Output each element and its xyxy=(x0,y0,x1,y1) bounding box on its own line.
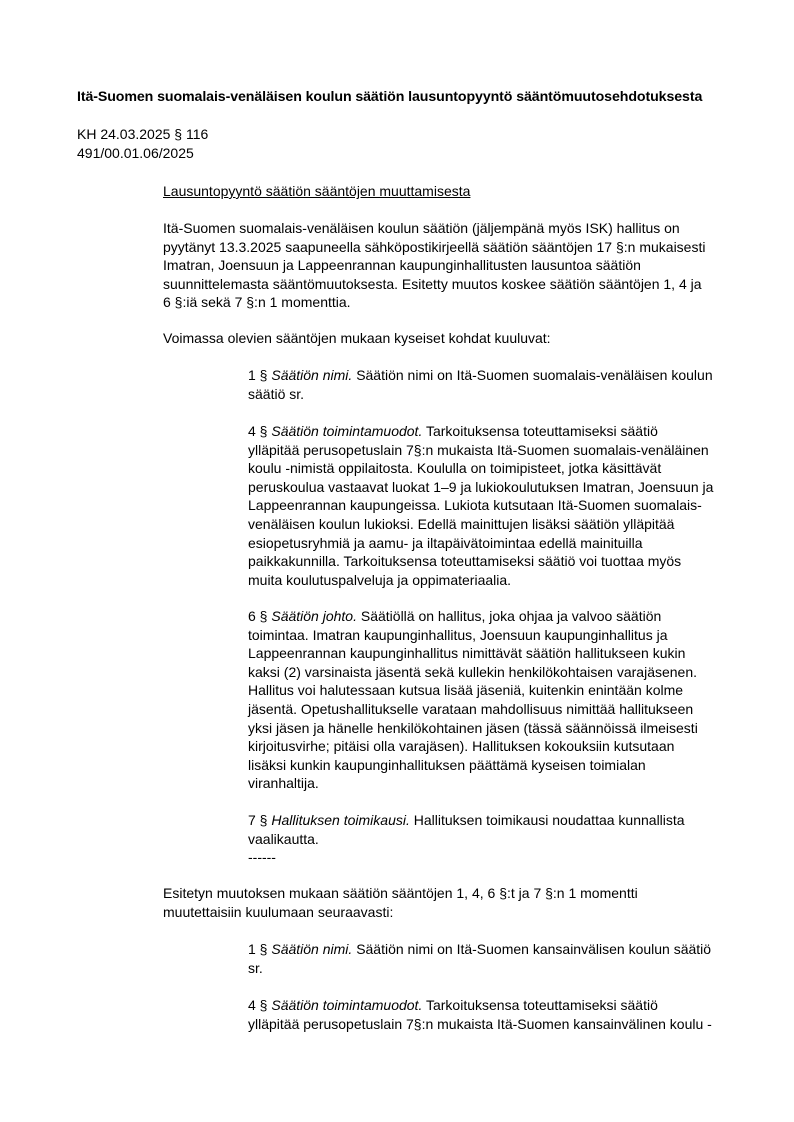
rule-number: 4 § xyxy=(248,423,268,439)
rule-text: kirjoitusvirhe; pitäisi olla varajäsen). Hallituksen kokouksiin kutsutaan xyxy=(248,738,675,755)
rule-text: esiopetusryhmiä ja aamu- ja iltapäivätoimintaa edellä mainituilla xyxy=(248,534,643,551)
rule-number: 1 § xyxy=(248,367,268,383)
rule-title: Säätiön nimi. xyxy=(271,367,353,383)
case-number: 491/00.01.06/2025 xyxy=(77,144,194,161)
rule-title: Säätiön johto. xyxy=(271,608,357,624)
current-rule-7 xyxy=(248,811,743,867)
rule-title: Säätiön toimintamuodot. xyxy=(271,423,423,439)
rule-text: venäläisen koulun lukioksi. Edellä mainittujen lisäksi säätiön ylläpitää xyxy=(248,515,675,532)
intro-line: suunnittelemasta sääntömuutoksesta. Esitetty muutos koskee säätiön sääntöjen 1, 4 ja xyxy=(163,275,702,292)
rule-text: Hallituksen toimikausi noudattaa kunnallista xyxy=(413,812,685,828)
current-rule-4 xyxy=(248,422,743,589)
rule-title: Säätiön toimintamuodot. xyxy=(271,997,423,1013)
subheading-block xyxy=(163,182,743,201)
rule-number: 4 § xyxy=(248,997,268,1013)
rule-text: Tarkoituksensa toteuttamiseksi säätiö xyxy=(425,997,658,1013)
separator: ------ xyxy=(248,849,276,866)
rule-text: Lappeenrannan kaupunginhallitus nimittävät säätiön hallitukseen kukin xyxy=(248,645,686,662)
rule-text: sr. xyxy=(248,959,263,976)
rule-number: 7 § xyxy=(248,812,268,828)
intro-line: Imatran, Joensuun ja Lappeenrannan kaupunginhallitusten lausuntoa säätiön xyxy=(163,257,641,274)
rule-text: yksi jäsen ja hänelle henkilökohtainen jäsen (tässä säännöissä ilmeisesti xyxy=(248,719,698,736)
rule-number: 1 § xyxy=(248,941,268,957)
rule-number: 6 § xyxy=(248,608,268,624)
rule-text: viranhaltija. xyxy=(248,775,319,792)
proposed-heading-line: Esitetyn muutoksen mukaan säätiön sääntöjen 1, 4, 6 §:t ja 7 §:n 1 momentti xyxy=(163,885,638,901)
current-rules-heading: Voimassa olevien sääntöjen mukaan kyseiset kohdat kuuluvat: xyxy=(163,330,551,346)
current-rule-6 xyxy=(248,607,743,793)
rule-text: toimintaa. Imatran kaupunginhallitus, Joensuun kaupunginhallitus ja xyxy=(248,626,668,643)
document-meta xyxy=(77,125,208,162)
rule-text: paikkakunnilla. Tarkoituksensa toteuttamiseksi säätiö voi tuottaa myös xyxy=(248,553,682,570)
rule-text: peruskoulua vastaavat luokat 1–9 ja lukiokoulutuksen Imatran, Joensuun ja xyxy=(248,478,714,495)
proposed-heading xyxy=(163,884,743,921)
subheading: Lausuntopyyntö säätiön sääntöjen muuttamisesta xyxy=(163,183,471,199)
rule-text: muita koulutuspalveluja ja oppimateriaalia. xyxy=(248,571,512,588)
document-title: Itä-Suomen suomalais-venäläisen koulun säätiön lausuntopyyntö sääntömuutosehdotuksesta xyxy=(77,89,703,105)
proposed-heading-line: muutettaisiin kuulumaan seuraavasti: xyxy=(163,903,394,920)
intro-paragraph xyxy=(163,219,743,312)
rule-text: Säätiön nimi on Itä-Suomen kansainvälisen koulun säätiö xyxy=(356,941,712,957)
rule-title: Säätiön nimi. xyxy=(271,941,353,957)
current-rules-heading-block xyxy=(163,329,743,348)
rule-text: ylläpitää perusopetuslain 7§:n mukaista Itä-Suomen suomalais-venäläinen xyxy=(248,441,709,458)
rule-text: Säätiöllä on hallitus, joka ohjaa ja valvoo säätiön xyxy=(360,608,662,624)
rule-text: lisäksi kunkin kaupunginhallituksen päättämä kyseisen toimialan xyxy=(248,756,646,773)
rule-title: Hallituksen toimikausi. xyxy=(271,812,410,828)
rule-text: Tarkoituksensa toteuttamiseksi säätiö xyxy=(425,423,658,439)
rule-text: koulu -nimistä oppilaitosta. Koululla on toimipisteet, jotka käsittävät xyxy=(248,460,662,477)
rule-text: säätiö sr. xyxy=(248,385,305,402)
proposed-rule-1 xyxy=(248,940,743,977)
rule-text: Lappeenrannan kaupungeissa. Lukiota kutsutaan Itä-Suomen suomalais- xyxy=(248,497,702,514)
rule-text: Säätiön nimi on Itä-Suomen suomalais-venäläisen koulun xyxy=(356,367,713,383)
intro-line: 6 §:iä sekä 7 §:n 1 momenttia. xyxy=(163,294,351,311)
rule-text: jäsentä. Opetushallitukselle varataan mahdollisuus nimittää hallitukseen xyxy=(248,700,694,717)
rule-text: Hallitus voi halutessaan kutsua lisää jäseniä, kuitenkin enintään kolme xyxy=(248,682,684,699)
current-rule-1 xyxy=(248,366,743,403)
meeting-reference: KH 24.03.2025 § 116 xyxy=(77,126,209,142)
rule-text: vaalikautta. xyxy=(248,830,319,847)
proposed-rule-4 xyxy=(248,996,743,1033)
rule-text: kaksi (2) varsinaista jäsentä sekä kullekin henkilökohtaisen varajäsenen. xyxy=(248,663,698,680)
intro-line: Itä-Suomen suomalais-venäläisen koulun säätiön (jäljempänä myös ISK) hallitus on xyxy=(163,220,680,236)
intro-line: pyytänyt 13.3.2025 saapuneella sähköpostikirjeellä säätiön sääntöjen 17 §:n mukaisesti xyxy=(163,238,706,255)
rule-text: ylläpitää perusopetuslain 7§:n mukaista Itä-Suomen kansainvälinen koulu - xyxy=(248,1015,712,1032)
